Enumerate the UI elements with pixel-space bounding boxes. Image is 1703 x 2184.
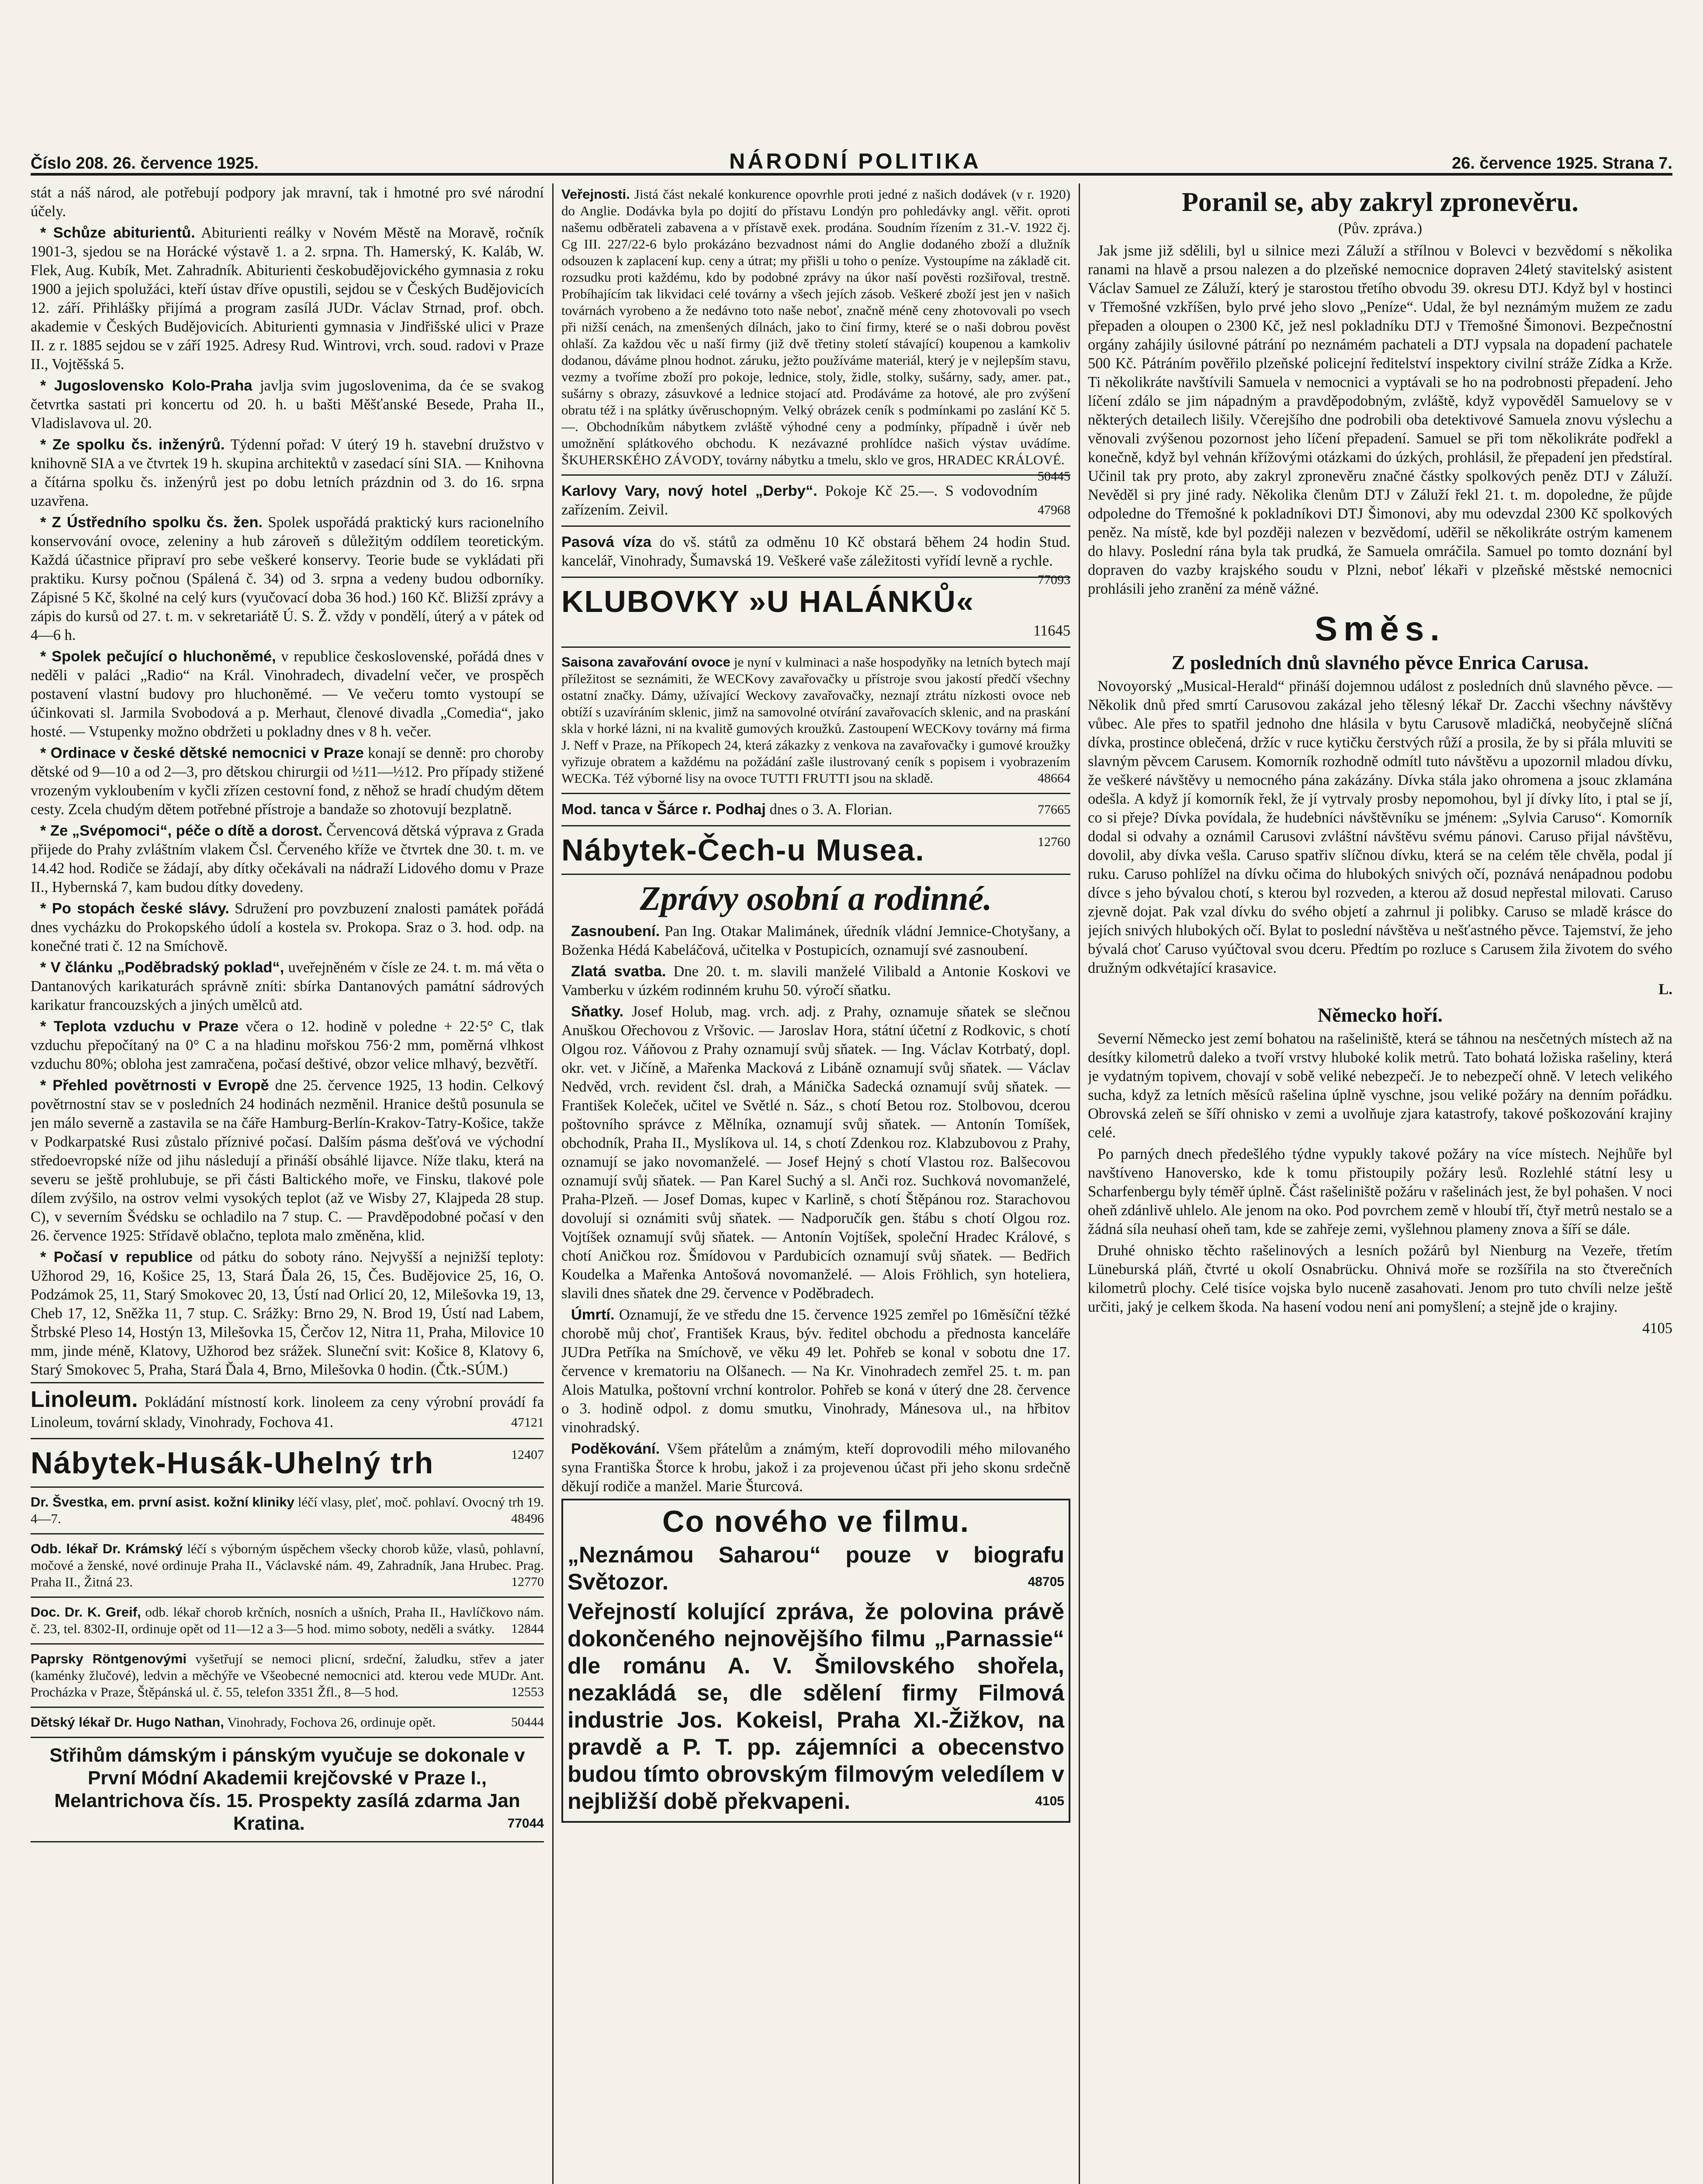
advertisement: Odb. lékař Dr. Krámský léčí s výborným úspěchem všecky chorob kůže, vlasů, pohlavní, močové a ženské, nové ordinuje Praha II., Václavské nám. 49, Zahradník, Jana Hrubec. Prag. Praha II., Žitná 23. 12770 xyxy=(31,1538,544,1598)
notice-item: * Teplota vzduchu v Praze včera o 12. hodině v poledne + 22·5° C, tlak vzduchu přepočítaný na 0° C a na hladinu mořskou 756·2 mm, poměrná vlhkost vzduchu 80%; obloha jest zamračena, počasí deštivé, obzor velice mlhavý, bezvětří. xyxy=(31,1018,544,1072)
advertisement: Saisona zavařování ovoce je nyní v kulminaci a naše hospodyňky na letních bytech mají příležitost se seznámiti, že WECKovy zavařovačky u přístroje svou jakostí předčí všechny ostatní značky. Dámy, užívající Weckovy zavařovačky, neznají ztrátu nízkosti ovoce neb obtíží s uzavíráním sklenic, jimž na samovolné otvírání zavařovacích sklenic, and na praskání skla v horké lázni, ni na kvalitě gumových kroužků. Zastoupení WECKovy továrny má firma J. Neff v Praze, na Příkopech 24, která zákazky z venkova na zavařovačky i gumové kroužky vyřizuje obratem a každému na požádání zašle ilustrovaný ceník s popisem i vyobrazením WECKa. Též výborné lisy na ovoce TUTTI FRUTTI jsou na skladě. 48664 xyxy=(561,651,1070,794)
notice-item: * Ze spolku čs. inženýrů. Týdenní pořad: V úterý 19 h. stavební družstvo v knihovně SIA a ve čtvrtek 19 h. skupina architektů v zasedací síni SIA. — Knihovna a čítárna spolku čs. inženýrů jest po dobu letních prázdnin od 3. do 16. srpna uzavřena. xyxy=(31,436,544,509)
news-item: Úmrtí. Oznamují, že ve středu dne 15. července 1925 zemřel po 16měsíční těžké chorobě můj choť, František Kraus, býv. ředitel obchodu a přednosta kanceláře JUDra Petříka na Smíchově, ve věku 49 let. Pohřeb se konal v sobotu dne 17. července v krematoriu na Olšanech. — Na Kr. Vinohradech zemřel 25. t. m. pan Alois Matulka, poštovní vrchní kontrolor. Pohřeb se koná v úterý dne 28. července o 3. hodině odpol. z domu smutku, Vinohrady, Mánesova ul., na hřbitov vinohradský. xyxy=(561,1306,1070,1436)
film-heading: Co nového ve filmu. xyxy=(662,1504,970,1538)
film-note: Veřejností kolující zpráva, že polovina právě dokončeného nejnovějšího filmu „Parnassie“ dle románu A. V. Šmilovského shořela, nezakládá se, dle sdělení firmy Filmová industrie Jos. Kokeisl, Praha XI.-Žižkov, na pravdě a P. T. pp. zájemníci a obecenstvo budou tímto obrovským filmovým veledílem v nejbližší době překvapeni. 4105 xyxy=(568,1599,1064,1814)
article-paragraph: Severní Německo jest zemí bohatou na rašeliniště, která se táhnou na nesčetných místech až na desítky kilometrů daleko a tvoří vrstvy hluboké kolik metrů. Tato bohatá ložiska rašeliny, která je vydatným topivem, chovají v sobě veliké nebezpečí. Je to nebezpečí ohně. V letech velikého sucha, když za letních měsíců rašelina úplně vyschne, jsou veliké požáry na denním pořádku. Obrovská zeleň se šíří ohnisko v zemi a uvolňuje zjara katastrofy, takové poškozování krajiny celé. xyxy=(1088,1030,1672,1141)
film-note: „Neznámou Saharou“ pouze v biografu Světozor. 48705 xyxy=(568,1542,1064,1595)
notice-item: * Ordinace v české dětské nemocnici v Praze konají se denně: pro choroby dětské od 9—10 a od 2—3, pro dětskou chirurgii od ½11—½12. Pro případy stižené vrozeným vykloubením v kyčli zřízen cestovní fond, z něhož se hradí chudým dětem cesty. Zcela chudým dětem potřebné přístroje a bandaže so zhotovují bezplatně. xyxy=(31,745,544,818)
masthead xyxy=(31,149,1672,176)
article-paragraph: Po parných dnech předešlého týdne vypukly takové požáry na více místech. Nejhůře byl navštíveno Hanoversko, kde k tomu přistoupily požáry lesů. Rozlehlé státní lesy u Scharfenbergu byly téměř úplně. Část rašeliniště požáru v rašelinách jest, že byl pohašen. V noci oheň zdánlivě uhlelo. Ale jenom na oko. Pod povrchem země v hloubí tří, čtyř metrů nestalo se a žádná síla neuhasí oheň tam, kde se zahřeje zemi, vyšlehnou plameny znova a šíří se dále. xyxy=(1088,1146,1672,1237)
advertisement: Veřejnosti. Jistá část nekalé konkurence opovrhle proti jedné z našich dodávek (v r. 1920) do Anglie. Dodávka byla po dojití do přístavu Londýn pro pohledávky angl. věřit. oproti našemu odběrateli zabavena a v přístavě exek. prodána. Soudním řízením z 31.-V. 1922 čj. Cg III. 227/22-6 bylo prokázáno bezvadnost námi do Anglie dodaného zboží a dlužník odsouzen k zaplacení kup. ceny a útrat; my přišli u toho o peníze. Vystoupíme na základě cit. rozsudku proti každému, kdo by podobné zprávy na úkor naší pověsti rozšiřoval, trestně. Probíhajícím tak likvidaci celé továrny a všech jejích zásob. Veškeré zboží jest jen v našich továrnách vyrobeno a že nedávno toto naše neboť, značně méně ceny zhotovovali po vsech při nižší cenách, na zmenšených dílnách, jako to činí firmy, které se o naši dobrou pověst ohlaší. Za každou věc u naší firmy (již dvě třetiny století stávající) koupenou a kamkoliv dodanou, dáváme plnou hodnot. záruku, ježto používáme materiál, který je v nejlepším stavu, vezmy a tvoříme zboží pro pokoje, lednice, stoly, židle, stolky, sušárny, sady, amer. pat., sušárny s obrazy, zásuvkové a lednice stojací atd. Prodáváme za hotové, ale pro zvýšení obratu též i na splátky úvěruschopným. Velký obrázek ceník s podmínkami po zaslání Kč 5.—. Obchodníkům nábytkem zvláště výhodné ceny a podmínky, případně i úvěr neb umožnění splátkového obchodu. K nezávazné prohlídce našich výstav uvádíme. ŠKUHERSKÉHO ZÁVODY, továrny nábytku a tmelu, sklo ve gros, HRADEC KRÁLOVÉ. 50445 xyxy=(561,183,1070,476)
advertisement: Doc. Dr. K. Greif, odb. lékař chorob krčních, nosních a ušních, Praha II., Havlíčkovo nám. č. 23, tel. 8302-II, ordinuje opět od 11—12 a 3—5 hod. mimo soboty, neděli a svátky. 12844 xyxy=(31,1601,544,1645)
advertisement: Mod. tanca v Šárce r. Podhaj dnes o 3. A. Florian. 77665 xyxy=(561,798,1070,826)
notice-item: * Počasí v republice od pátku do soboty ráno. Nejvyšší a nejnižší teploty: Užhorod 29, 16, Košice 25, 13, Stará Ďala 26, 15, Čes. Budějovice 25, 16, O. Podzámok 25, 11, Starý Smokovec 20, 13, Ústí nad Orlicí 20, 12, Milešovka 19, 13, Cheb 17, 12, Sněžka 11, 7 stup. C. Srážky: Brno 29, N. Brod 19, Ústí nad Labem, Štrbské Pleso 14, Hostýn 13, Milešovka 15, Čerčov 12, Nitra 11, Praha, Milovice 10 mm, jinde méně, Klatovy, Užhorod bez srážek. Sluneční svit: Košice 8, Klatovy 6, Starý Smokovec 5, Praha, Stará Ďala 4, Brno, Milešovka 0 hodin. (Čtk.-SÚM.) xyxy=(31,1249,544,1378)
advertisement: Pasová víza do vš. států za odměnu 10 Kč obstará během 24 hodin Stud. kancelář, Vinohrady, Šumavská 19. Veškeré vaše záležitosti vyřídí levně a rychle. 77093 xyxy=(561,530,1070,578)
notice-item: * Po stopách české slávy. Sdružení pro povzbuzení znalosti památek pořádá dnes vycházku do Prokopského údolí a kostela sv. Prokopa. Sraz o 3. hod. odp. na konečné trati č. 12 na Smíchově. xyxy=(31,900,544,954)
article-headline: Poranil se, aby zakryl zpronevěru. xyxy=(1181,187,1579,217)
notice-item: * Přehled povětrnosti v Evropě dne 25. července 1925, 13 hodin. Celkový povětrnostní stav se v posledních 24 hodinách nezměnil. Hranice deštů posunula se jen málo severně a zastavila se na čáře Hamburg-Berlín-Krakov-Tatry-Košice, takže v Podkarpatské Rusi zůstalo příznivé počasí. Dalším pásma dešťová ve východní středoevropské níže od jihu následují a přináší obsáhlé lijavce. Níže tlaku, která na severu se ještě prohlubuje, se při části Baltického moře, ve Finsku, tlakové pole dílem zvýšilo, na ostrov velmi vysokých teplot (až ve Wisby 27, Klajpeda 28 stup. C), v severním Švédsku se ochladilo na 7 stup. C. — Pravděpodobné počasí v den 26. července 1925: Střídavě oblačno, teplota malo změněna, klid. xyxy=(31,1077,544,1244)
ad-code: 4105 xyxy=(1642,1320,1672,1337)
notice-item: * Z Ústředního spolku čs. žen. Spolek uspořádá praktický kurs racionelního konservování ovoce, zeleniny a hub zároveň s důležitým oddílem teoretickým. Každá účastnice připraví pro sebe veškeré konservy. Teorie bude se vykládati při praktiku. Kursy počnou (Spálená č. 34) od 3. srpna a vedeny budou odborníky. Zápisné 5 Kč, školné na celý kurs (vyučovací doba 36 hod.) 160 Kč. Bližší zprávy a zápis do kursů od 27. t. m. v sekretariátě Ú. S. Ž. vždy v pondělí, úterý a v pátek od 4—6 h. xyxy=(31,514,544,643)
article-paragraph: Druhé ohnisko těchto rašelinových a lesních požárů byl Nienburg na Vezeře, třetím Lüneburská pláň, čtvrté u okolí Osnabrücku. Ohnivá moře se rozšířila na sto čtverečních kilometrů plochy. Celé tisíce vojska bylo nuceně zasahovati. Jenom pro tuto chvíli nelze ještě určiti, jaký je celkem škoda. Na hasení vodou není ani pomyšlení; a stejně jde o krajiny. xyxy=(1088,1242,1672,1315)
issue-date: Číslo 208. 26. července 1925. xyxy=(31,154,259,173)
article-source: (Pův. zpráva.) xyxy=(1338,220,1423,237)
article-headline: Německo hoří. xyxy=(1317,1004,1443,1026)
advertisement: Střihům dámským i pánským vyučuje se dokonale v První Módní Akademii krejčovské v Praze I., Melantrichova čís. 15. Prospekty zasílá zdarma Jan Kratina. 77044 xyxy=(31,1742,544,1842)
column-1 xyxy=(31,183,544,2184)
klubovky-title: KLUBOVKY »U HALÁNKŮ« xyxy=(561,584,974,619)
page-number: 26. července 1925. Strana 7. xyxy=(1452,154,1672,173)
column-2 xyxy=(561,183,1070,2184)
column-3 xyxy=(1088,183,1672,2184)
notice-item: * Spolek pečující o hluchoněmé, v republice československé, pořádá dnes v neděli v paláci „Radio“ na Král. Vinohradech, divadelní večer, ve prospěch postavení vlastní budovy pro hluchoněmé. — Ve večeru tomto vystoupí se účinkovati sl. Jarmila Svobodová a p. Merhaut, členové divadla „Comedia“, jako hosté. — Vstupenky možno obdržeti u pokladny dnes v 8 h. večer. xyxy=(31,648,544,740)
notice-item: * Jugoslovensko Kolo-Praha javlja svim jugoslovenima, da će se svakog četvrtka sastati pri koncertu od 20. h. u bašti Měšťanské Besede, Praha II., Vladislavova ul. 20. xyxy=(31,377,544,432)
news-item: Zlatá svatba. Dne 20. t. m. slavili manželé Vilibald a Antonie Koskovi ve Vamberku v úzkém rodinném kruhu 50. výročí sňatku. xyxy=(561,963,1070,999)
notice-item: * Ze „Svépomoci“, péče o dítě a dorost. Červencová dětská výprava z Grada přijede do Prahy zvláštním vlakem Čsl. Červeného kříže ve čtvrtek dne 30. t. m. ve 14.42 hod. Rodiče se žádají, aby dítky očekávali na nádraží Lidového domu v Praze II., Hybernská 7, kam budou dítky dovedeny. xyxy=(31,822,544,895)
notice-item: * Schůze abiturientů. Abiturienti reálky v Novém Městě na Moravě, ročník 1901-3, sjedou se na Horácké výstavě 1. a 2. srpna. Th. Hamerský, K. Kaláb, W. Flek, Aug. Kubík, Met. Zahradník. Abiturienti českobudějovického gymnasia z roku 1900 a jejich spolužáci, kteří ústav dříve opustili, sejdou se v Českých Budějovicích 12. září. Přihlášky přijímá a program zasílá JUDr. Václav Strnad, prof. obch. akademie v Českých Budějovicích. Abiturienti gymnasia v Jindřišské ulici v Praze II. z r. 1885 sejdou se v září 1925. Adresy Rud. Wintrovi, vrch. soud. radovi v Praze II., Vojtěšská 5. xyxy=(31,225,544,373)
article-paragraph: Novoyorský „Musical-Herald“ přináší dojemnou událost z posledních dnů slavného pěvce. — Několik dnů před smrtí Carusovou zakázal jeho tělesný lékař Dr. Zacchi všechny návštěvy vůbec. Ale přes to spatřil jednoho dne hlásila v bytu Carusově mladičká, neobyčejně slíčná dívka, prostince oblečená, držíc v ruce kytičku čerstvých růží a prosila, že by si přála mluviti se slavným pěvcem Carusem. Komorník rozhodně odmítl tuto návštěvu a upozornil mladou dívku, že veškeré návštěvy u nemocného pána zakázány. Dívka stála jako ohromena a jsouc zklamána odešla. A když jí komorník řekl, že jí vytrvaly prosby nepomohou, byl jí dívky líto, i ptal se jí, co si přeje? Dívka povídala, že hudebníci návštěvníku se jménem: „Sylvia Caruso“. Komorník dodal si odvahy a oznámil Carusovi zvláštní návštěvu svému pánovi. Caruso přijal návštěvu, dovolil, aby dívka vešla. Caruso spatřiv slíčnou dívku, která se na celém těle chvěla, podal jí ruku. Caruso pohlížel na dívku očima do hlubokých snivých očí, poznává nenápadnou podobu dívce s jeho bývalou chotí, s kterou byl rozveden, a kterou až dosud nepřestal milovati. Caruso zjevně dojat. Pak vzal dívku do svého objetí a zahrnul ji polibky. Caruso se mladě krásce do jejích snivých hlubokých očí. Bylat to poslední návštěva u nešťastného pěvce. Tajemství, že jeho bývalá choť Caruso vyúčtoval svou dceru. Předtím po rozluce s Carusem žila životem do svého družným odkvétající krasavice. xyxy=(1088,678,1672,976)
article-headline: Z posledních dnů slavného pěvce Enrica Carusa. xyxy=(1171,651,1589,674)
section-heading: Zprávy osobní a rodinné. xyxy=(640,879,992,917)
intro-text: stát a náš národ, ale potřebují podpory jak mravní, tak i hmotné pro své národní účely. xyxy=(31,184,544,220)
newspaper-title: NÁRODNÍ POLITIKA xyxy=(729,149,981,173)
column-rule xyxy=(552,183,554,2184)
advertisement: Paprsky Röntgenovými vyšetřují se nemoci plicní, srdeční, žaludku, střev a jater (kaménky žlučové), ledvin a měchýře ve Všeobecné nemocnici atd. kterou vede MUDr. Ant. Procházka v Praze, Štěpánská ul. č. 55, telefon 3351 Žfl., 8—5 hod. 12553 xyxy=(31,1648,544,1708)
advertisement: Dětský lékař Dr. Hugo Nathan, Vinohrady, Fochova 26, ordinuje opět. 50444 xyxy=(31,1711,544,1738)
news-item: Sňatky. Josef Holub, mag. vrch. adj. z Prahy, oznamuje sňatek se slečnou Anuškou Ořechovou z Vršovic. — Jaroslav Hora, státní účetní z Rodkovic, s chotí Olgou roz. Váňovou z Prahy oznamují svůj sňatek. — Ing. Václav Kotrbatý, dopl. okr. vet. v Jičíně, a Mařenka Macková z Libáně oznamují svůj sňatek. — Václav Nedvěd, vrch. revident čsl. drah, a Mánička Sadecká oznamují svůj sňatek. — František Koleček, učitel ve Světlé n. Sáz., s chotí Betou roz. Stolbovou, dcerou poštovního správce z Mělníka, oznamují svůj sňatek. — Antonín Tomíšek, obchodník, Praha II., Myslíkova ul. 14, s chotí Zdenkou roz. Klabzubovou z Prahy, oznamují se jako novomanželé. — Josef Hejný s chotí Vlastou roz. Balšecovou oznamují svůj sňatek. — Pan Karel Suchý a sl. Anči roz. Suchková novomanželé, Praha-Plzeň. — Josef Domas, kupec v Karlině, s chotí Štěpánou roz. Starachovou dovolují si oznámiti svůj sňatek. — Nadporučík gen. štábu s chotí Olgou roz. Vojtíšek oznamují svůj sňatek. — Antonín Vojtíšek, společní Hradec Králové, s chotí Aničkou roz. Šmídovou v Pardubicích oznamují svůj sňatek. — Bedřich Koudelka a Mařenka Antošová novomanželé. — Alois Fröhlich, syn hoteliera, slavili dnes sňatek dne 29. července v Poděbradech. xyxy=(561,1003,1070,1302)
film-box xyxy=(561,1499,1070,1823)
advertisement: Nábytek-Čech-u Musea. 12760 xyxy=(561,830,1070,875)
article-paragraph: Jak jsme již sdělili, byl u silnice mezi Záluží a střílnou v Bolevci v bezvědomí s několika ranami na hlavě a prsou nalezen a do plzeňské nemocnice dopraven 24letý stavitelský asistent Václav Samuel ze Záluží, který je starostou třetího obvodu 39. okresu DTJ. Když byl v hostinci v Třemošné vzkříšen, bylo prvé jeho slovo „Peníze“. Udal, že byl neznámým mužem ze zadu přepaden a oloupen o 2300 Kč, jež nesl pokladníku DTJ v Třemošné Šimonovi. Bezpečnostní orgány zahájily úsilovné pátrání po neznámém pachateli a DTJ vypsala na dopadení pachatele 500 Kč. Pátráním pověřilo plzeňské policejní ředitelství inspektory civilní stráže Zídka a Krže. Ti několikráte navštívili Samuela v nemocnici a vyptávali se ho na podrobnosti přepadení. Jeho líčení zdálo se jim nápadným a pravděpodobným, zvláště, když vypověděl Samuelovy se v některých detailech lišily. Včerejšího dne podrobili oba detektivové Samuela znovu výslechu a věnovali zvýšenou pozornost jeho líčení přepadení. Samuel se při tom několikráte podřekl a konečně, když byl vehnán křížovými otázkami do úzkých, prohlásil, že přepadení jen předstíral. Učinil tak pry proto, aby zakryl zpronevěru značné částky spolkových peněz DTJ v Záluží. Nevěděl si pry jiné rady. Několika členům DTJ v Záluží řekl 21. t. m. dopoledne, že půjde odpoledne do Třemošné k pokladníkovi DTJ Šimonovi, aby mu odevzdal 2300 Kč spolkových peněz. Na místě, kde byl později nalezen v bezvědomí, uděřil se několikráte ostrým kamenem do hlavy. Poslední rána byla tak prudká, že Samuela omráčila. Samuel po tomto doznání byl dopraven do vazby krajského soudu v Plzni, neboť lékaři v plzeňské městské nemocnici prohlásili jeho zranění za méně vážné. xyxy=(1088,242,1672,597)
news-item: Zasnoubení. Pan Ing. Otakar Malimánek, úředník vládní Jemnice-Chotyšany, a Boženka Hédá Kabeláčová, učitelka v Postupicích, oznamují své zasnoubení. xyxy=(561,923,1070,958)
advertisement: Nábytek-Husák-Uhelný trh 12407 xyxy=(31,1443,544,1488)
column-rule xyxy=(1079,183,1080,2184)
advertisement: Dr. Švestka, em. první asist. kožní kliniky léčí vlasy, pleť, moč. pohlaví. Ovocný trh 19. 4—7. 48496 xyxy=(31,1491,544,1534)
notice-item: * V článku „Poděbradský poklad“, uveřejněném v čísle ze 24. t. m. má věta o Dantanových karikaturách správně zníti: sbírka Dantanových památní sádrových karikatur francouzských a jiných umělců atd. xyxy=(31,959,544,1013)
advertisement: Linoleum. Pokládání místností kork. linoleem za ceny výrobní provádí fa Linoleum, tovární sklady, Vinohrady, Fochova 41. 47121 xyxy=(31,1382,544,1439)
section-heading: Směs. xyxy=(1315,609,1446,648)
advertisement: Karlovy Vary, nový hotel „Derby“. Pokoje Kč 25.—. S vodovodním zařízením. Zeivil. 47968 xyxy=(561,479,1070,527)
notice-list xyxy=(31,224,544,1379)
advertisement: KLUBOVKY »U HALÁNKŮ« 11645 xyxy=(561,581,1070,648)
author-initial: L. xyxy=(1658,981,1672,998)
news-item: Poděkování. Všem přátelům a známým, kteří doprovodili mého milovaného syna Františka Štorce k hrobu, jakož i za projevenou účast při jeho skonu srdečně děkují rodiče a manžel. Marie Šturcová. xyxy=(561,1441,1070,1495)
